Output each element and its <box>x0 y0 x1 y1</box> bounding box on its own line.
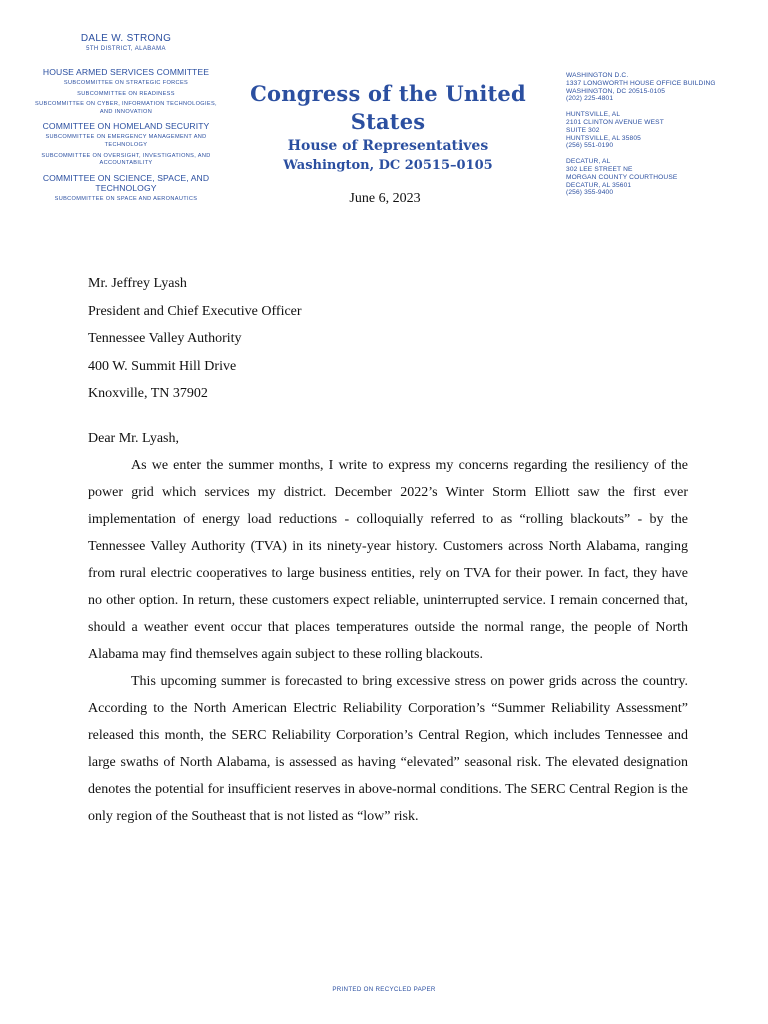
body-paragraph: As we enter the summer months, I write to express my concerns regarding the resiliency of the power grid which services my district. December 2022’s Winter Storm Elliott saw the first ever implementation of energy load reductions - colloquially referred to as “rolling blackouts” - by the Tennessee Valley Authority (TVA) in its ninety-year history. Customers across North Alabama, ranging from rural electric cooperatives to large business entities, rely on TVA for their power. In fact, they have no other option. In return, these customers expect reliable, uninterrupted service. I remain concerned that, should a weather event occur that places temperatures outside the normal range, the people of North Alabama may find themselves again subject to these rolling blackouts. <box>88 457 688 662</box>
committee-name: COMMITTEE ON HOMELAND SECURITY <box>42 121 210 132</box>
office-line: 1337 LONGWORTH HOUSE OFFICE BUILDING <box>566 79 716 87</box>
office-line: HUNTSVILLE, AL 35805 <box>566 134 641 142</box>
office-huntsville <box>566 111 756 150</box>
recipient-name: Mr. Jeffrey Lyash <box>88 276 187 291</box>
letter-body <box>88 270 688 830</box>
letterhead-city: Washington, DC 20515–0105 <box>283 158 493 173</box>
recipient-title: President and Chief Executive Officer <box>88 303 302 319</box>
committee-name: HOUSE ARMED SERVICES COMMITTEE <box>42 67 210 77</box>
letterhead-house: House of Representatives <box>287 138 489 154</box>
recipient-address <box>88 270 688 408</box>
office-line: DECATUR, AL 35601 <box>566 181 632 189</box>
subcommittee-name: SUBCOMMITTEE ON SPACE AND AERONAUTICS <box>54 195 198 202</box>
office-line: MORGAN COUNTY COURTHOUSE <box>566 173 678 181</box>
office-line: (256) 355-9400 <box>566 189 614 197</box>
letterhead-member-block <box>28 33 224 203</box>
office-line: DECATUR, AL <box>566 158 611 166</box>
letterhead-offices <box>566 72 756 205</box>
subcommittee-name: SUBCOMMITTEE ON OVERSIGHT, INVESTIGATIONS, AND ACCOUNTABILITY <box>41 152 211 167</box>
recipient-street: 400 W. Summit Hill Drive <box>88 358 237 374</box>
subcommittee-name: SUBCOMMITTEE ON EMERGENCY MANAGEMENT AND TECHNOLOGY <box>45 134 207 148</box>
office-washington <box>566 72 756 103</box>
office-line: SUITE 302 <box>566 126 600 134</box>
member-district: 5TH DISTRICT, ALABAMA <box>86 46 166 52</box>
letter-date: June 6, 2023 <box>349 191 421 206</box>
office-line: 302 LEE STREET NE <box>566 165 633 173</box>
recipient-city: Knoxville, TN 37902 <box>88 386 208 401</box>
committee-name: COMMITTEE ON SCIENCE, SPACE, AND TECHNOLOGY <box>42 172 210 193</box>
office-line: HUNTSVILLE, AL <box>566 111 621 119</box>
subcommittee-name: SUBCOMMITTEE ON STRATEGIC FORCES <box>63 80 189 86</box>
letterhead-title-block <box>232 80 544 176</box>
office-line: WASHINGTON, DC 20515-0105 <box>566 87 666 95</box>
subcommittee-name: SUBCOMMITTEE ON READINESS <box>77 90 175 97</box>
recycled-paper-footer: PRINTED ON RECYCLED PAPER <box>332 986 436 993</box>
office-line: (256) 551-0190 <box>566 142 614 150</box>
office-decatur <box>566 158 756 197</box>
office-line: (202) 225-4801 <box>566 95 614 103</box>
subcommittee-name: SUBCOMMITTEE ON CYBER, INFORMATION TECHNOLOGIES, AND INNOVATION <box>35 101 217 115</box>
salutation: Dear Mr. Lyash, <box>88 430 179 446</box>
recipient-organization: Tennessee Valley Authority <box>88 331 242 346</box>
letterhead-congress: Congress of the United States <box>250 81 526 134</box>
body-paragraph: This upcoming summer is forecasted to bring excessive stress on power grids across the country. According to the North American Electric Reliability Corporation’s “Summer Reliability Assessment” released this month, the SERC Reliability Corporation’s Central Region, which includes Tennessee and large swaths of North Alabama, is assessed as having “elevated” seasonal risk. The elevated designation denotes the potential for insufficient reserves in above-normal conditions. The SERC Central Region is the only region of the Southeast that is not listed as “low” risk. <box>88 673 688 824</box>
member-name: DALE W. STRONG <box>80 33 172 44</box>
office-line: WASHINGTON D.C. <box>566 72 629 79</box>
office-line: 2101 CLINTON AVENUE WEST <box>566 118 664 126</box>
